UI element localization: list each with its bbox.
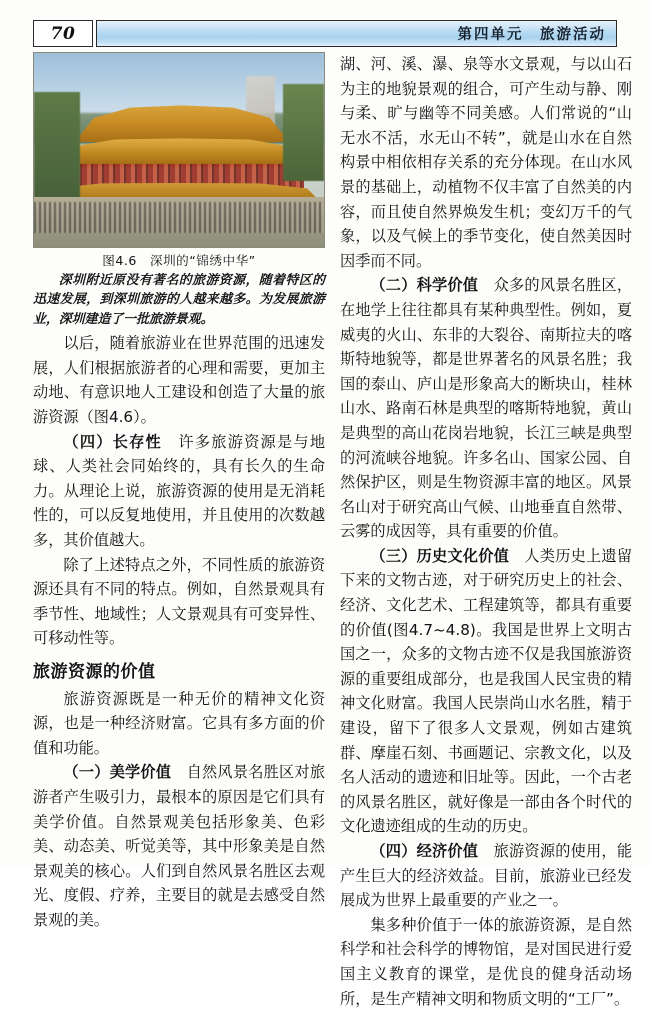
label-value-one: （一）美学价值 <box>63 763 172 782</box>
page-number: 70 <box>50 23 76 44</box>
paragraph-scientific-value <box>340 273 632 544</box>
paragraph-historical-cultural-value <box>340 544 632 839</box>
paragraph-aesthetic-value <box>33 760 325 932</box>
paragraph-longevity <box>33 430 325 553</box>
text-value-one: 自然风景名胜区对旅游者产生吸引力，最根本的原因是它们具有美学价值。自然景观美包括形象美、色彩美、动态美、听觉美等，其中形象美是自然景观美的核心。人们到自然风景名胜区去观光、度假、疗养，主要目的就是去感受自然景观的美。 <box>33 763 326 929</box>
figure-caption: 图4.6 深圳的“锦绣中华” <box>102 253 256 268</box>
photo-left-foliage <box>34 92 80 205</box>
label-value-three: （三）历史文化价值 <box>370 546 510 565</box>
label-item-four: （四）长存性 <box>63 432 162 451</box>
header-band <box>96 20 617 47</box>
left-column <box>33 52 325 932</box>
unit-title: 第四单元 旅游活动 <box>457 27 606 43</box>
paragraph-economic-value <box>340 839 632 913</box>
shenzhen-splendid-china-photo <box>33 52 325 248</box>
figure-4-6 <box>33 52 325 329</box>
running-header <box>33 20 617 47</box>
page-number-box <box>33 20 93 47</box>
right-column <box>340 52 632 1011</box>
text-item-four: 许多旅游资源是与地球、人类社会同始终的，具有长久的生命力。从理论上说，旅游资源的使用是无消耗性的，可以反复地使用，并且使用的次数越多，其价值越大。 <box>33 432 326 549</box>
paragraph-water-landscape: 湖、河、溪、瀑、泉等水文景观，与以山石为主的地貌景观的组合，可产生动与静、刚与柔、旷与幽等不同美感。人们常说的“山无水不活，水无山不转”，就是山水在自然构景中相依相存关系的充分体现。在山水风景的基础上，动植物不仅丰富了自然美的内容，而且使自然界焕发生机；变幻万千的气象，以及气候上的季节变化，使自然美因时因季而不同。 <box>340 55 632 270</box>
text-value-two: 众多的风景名胜区，在地学上往往都具有某种典型性。例如，夏威夷的火山、东非的大裂谷、南斯拉夫的喀斯特地貌等，都是世界著名的风景名胜；我国的泰山、庐山是形象高大的断块山，桂林山水、路南石林是典型的喀斯特地貌，黄山是典型的高山花岗岩地貌，长江三峡是典型的河流峡谷地貌。许多名山、国家公园、自然保护区，则是生物资源丰富的地区。风景名山对于研究高山气候、山地垂直自然带、云雾的成因等，具有重要的价值。 <box>340 276 633 541</box>
section-title-value-of-resources: 旅游资源的价值 <box>33 661 156 682</box>
photo-right-foliage <box>283 84 324 181</box>
paragraph-continuation: 以后，随着旅游业在世界范围的迅速发展，人们根据旅游者的心理和需要，更加主动地、有意识地人工建设和创造了大量的旅游资源（图4.6）。 <box>33 334 325 426</box>
label-value-two: （二）科学价值 <box>370 276 479 295</box>
text-value-three: 人类历史上遗留下来的文物古迹，对于研究历史上的社会、经济、文化艺术、工程建筑等，都具有重要的价值(图4.7~4.8)。我国是世界上文明古国之一，众多的文物古迹不仅是我国旅游资源的重要组成部分，也是我国人民宝贵的精神文化财富。我国人民崇尚山水名胜，精于建设，留下了很多人文景观，例如古建筑群、摩崖石刻、书画题记、宗教文化，以及名人活动的遗迹和旧址等。因此，一个古老的风景名胜区，就好像是一部由各个时代的文化遗迹组成的生动的历史。 <box>340 546 633 836</box>
photo-crowd <box>34 202 324 233</box>
figure-note: 深圳附近原没有著名的旅游资源，随着特区的迅速发展，到深圳旅游的人越来越多。为发展旅游业，深圳建造了一批旅游景观。 <box>33 273 325 327</box>
label-value-four: （四）经济价值 <box>370 842 479 860</box>
paragraph-value-intro: 旅游资源既是一种无价的精神文化资源，也是一种经济财富。它具有多方面的价值和功能。 <box>33 689 325 757</box>
text-value-four: 旅游资源的使用，能产生巨大的经济效益。目前，旅游业已经发展成为世界上最重要的产业之一。 <box>340 842 633 910</box>
paragraph-other-traits: 除了上述特点之外，不同性质的旅游资源还具有不同的特点。例如，自然景观具有季节性、地域性；人文景观具有可变异性、可移动性等。 <box>33 555 325 648</box>
paragraph-summary: 集多种价值于一体的旅游资源，是自然科学和社会科学的博物馆，是对国民进行爱国主义教育的课堂，是优良的健身活动场所，是生产精神文明和物质文明的“工厂”。 <box>340 915 632 1008</box>
